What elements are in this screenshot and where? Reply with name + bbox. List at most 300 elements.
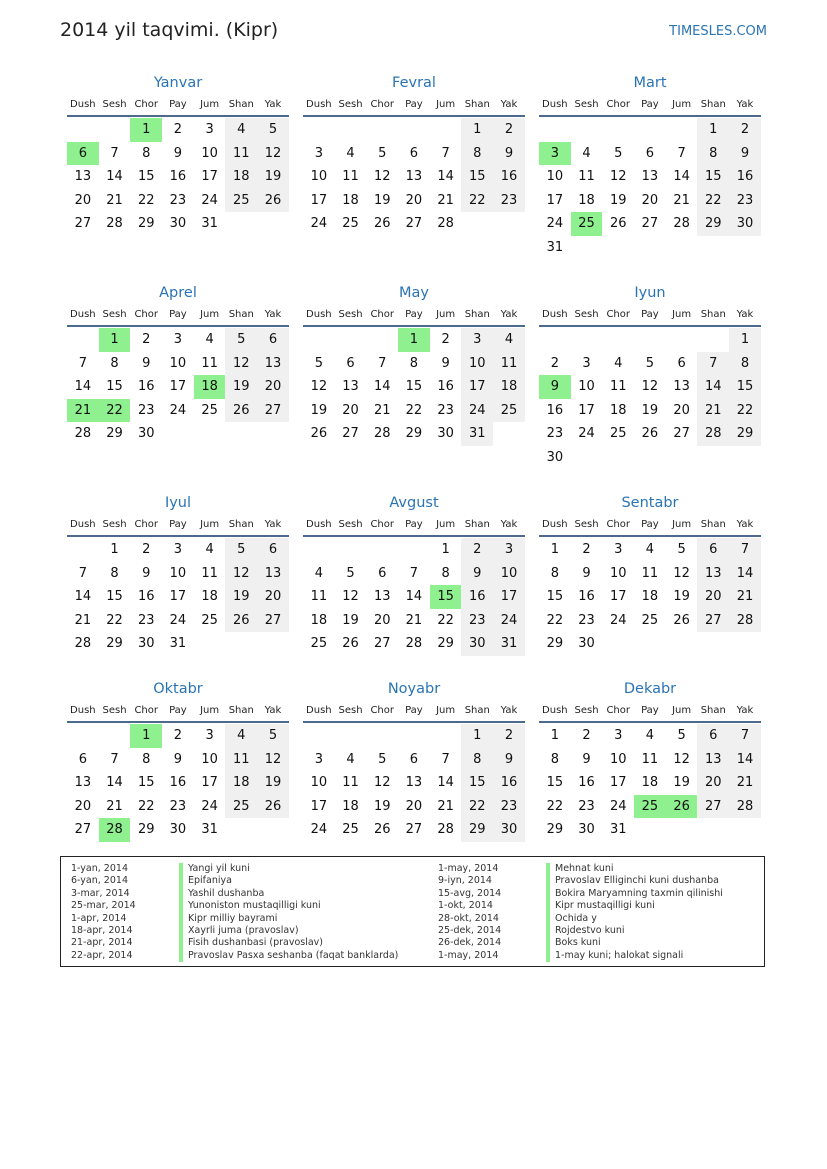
empty-day-cell	[634, 818, 666, 842]
holiday-name: Yashil dushanba	[179, 888, 264, 900]
day-cell: 17	[609, 775, 627, 791]
weekday-label: Yak	[736, 519, 754, 530]
day-cell: 28	[373, 426, 391, 442]
day-cell: 29	[546, 636, 564, 652]
day-cell: 12	[310, 379, 328, 395]
day-cell: 19	[609, 192, 627, 208]
month-sentabr	[539, 492, 761, 656]
weekday-label: Jum	[436, 309, 456, 320]
weekday-label: Sesh	[102, 99, 127, 110]
day-cell: 7	[677, 145, 686, 161]
weekday-label: Sesh	[574, 309, 599, 320]
holiday-date: 15-avg, 2014	[438, 887, 502, 899]
weekday-label: Dush	[306, 99, 332, 110]
month-yanvar	[67, 72, 289, 236]
empty-day-cell	[571, 328, 603, 352]
day-cell: 26	[257, 189, 289, 213]
day-cell: 12	[641, 379, 659, 395]
day-cell: 3	[205, 122, 214, 137]
day-cell: 30	[546, 449, 564, 465]
day-cell: 27	[697, 609, 729, 633]
day-cell: 23	[493, 795, 525, 819]
day-cell: 24	[609, 798, 627, 814]
holiday-name: Fisih dushanbasi (pravoslav)	[179, 937, 323, 949]
day-cell: 1	[110, 542, 119, 557]
weekday-label: Shan	[228, 705, 254, 716]
day-cell: 12	[673, 751, 690, 767]
day-cell: 1	[441, 542, 450, 557]
weekday-header	[539, 94, 761, 117]
weekday-header	[539, 304, 761, 327]
empty-day-cell	[602, 632, 634, 656]
day-cell: 5	[225, 538, 257, 562]
day-cell: 4	[582, 145, 591, 161]
day-cell: 21	[106, 192, 123, 208]
day-cell: 24	[493, 609, 525, 633]
empty-day-cell	[257, 818, 289, 842]
day-cell: 15	[137, 169, 155, 185]
day-cell: 4	[645, 728, 655, 743]
day-cell: 3	[314, 751, 323, 767]
day-cell: 28	[405, 636, 423, 652]
day-cell: 30	[437, 426, 454, 442]
day-cell: 12	[673, 565, 690, 581]
weekday-label: Dush	[542, 99, 568, 110]
day-cell: 22	[697, 189, 729, 213]
holiday-day-cell: 21	[67, 399, 99, 423]
day-cell: 11	[493, 352, 525, 376]
day-cell: 22	[729, 399, 761, 423]
day-cell: 15	[137, 775, 155, 791]
empty-day-cell	[225, 632, 257, 656]
holiday-date: 18-apr, 2014	[71, 925, 133, 936]
holiday-date: 28-okt, 2014	[438, 912, 499, 924]
day-cell: 10	[609, 565, 627, 581]
day-cell: 27	[74, 216, 92, 232]
empty-day-cell	[67, 118, 99, 142]
day-cell: 14	[437, 169, 454, 185]
day-cell: 30	[578, 822, 595, 838]
day-cell: 26	[257, 795, 289, 819]
day-cell: 16	[729, 165, 761, 189]
holiday-date: 3-mar, 2014	[71, 887, 130, 899]
weekday-label: Jum	[436, 705, 456, 716]
day-cell: 22	[405, 402, 423, 418]
day-cell: 6	[697, 538, 729, 562]
holiday-name: Yangi yil kuni	[179, 863, 250, 875]
day-cell: 2	[142, 542, 151, 557]
empty-day-cell	[257, 632, 289, 656]
day-cell: 10	[609, 751, 627, 767]
day-cell: 6	[409, 751, 419, 767]
day-cell: 19	[257, 771, 289, 795]
day-cell: 18	[310, 612, 328, 628]
day-cell: 11	[225, 142, 257, 166]
day-cell: 15	[729, 375, 761, 399]
day-cell: 11	[225, 748, 257, 772]
day-cell: 28	[437, 216, 454, 232]
day-cell: 3	[582, 355, 591, 371]
day-cell: 31	[461, 422, 493, 446]
weekday-label: Pay	[169, 309, 187, 320]
weekday-header	[67, 514, 289, 537]
holiday-day-cell: 22	[99, 399, 131, 423]
day-cell: 12	[373, 169, 391, 185]
day-cell: 26	[310, 426, 328, 442]
month-name: May	[399, 285, 429, 301]
holiday-name: Ochida y	[546, 913, 597, 925]
day-cell: 19	[673, 589, 690, 605]
empty-day-cell	[398, 724, 430, 748]
holiday-date: 22-apr, 2014	[71, 949, 133, 961]
weekday-header	[303, 514, 525, 537]
day-cell: 21	[405, 612, 423, 628]
day-cell: 2	[173, 728, 183, 743]
holiday-day-cell: 1	[130, 724, 162, 748]
month-name: Avgust	[389, 495, 439, 511]
day-cell: 12	[257, 142, 289, 166]
day-cell: 2	[582, 728, 591, 743]
day-cell: 14	[106, 169, 123, 185]
weekday-label: Shan	[700, 99, 726, 110]
empty-day-cell	[194, 422, 226, 446]
day-cell: 29	[405, 426, 423, 442]
day-cell: 12	[225, 352, 257, 376]
day-cell: 14	[405, 589, 423, 605]
holiday-date: 25-mar, 2014	[71, 900, 136, 912]
day-cell: 19	[641, 402, 659, 418]
empty-day-cell	[303, 328, 335, 352]
day-cell: 18	[609, 402, 627, 418]
day-cell: 5	[677, 728, 686, 743]
day-cell: 3	[314, 145, 323, 161]
holiday-day-cell: 6	[67, 142, 99, 166]
weekday-label: Yak	[500, 309, 518, 320]
day-cell: 31	[201, 216, 218, 232]
month-dekabr	[539, 678, 761, 842]
day-cell: 23	[729, 189, 761, 213]
day-cell: 5	[257, 724, 289, 748]
day-cell: 17	[493, 585, 525, 609]
day-cell: 25	[641, 612, 659, 628]
day-cell: 27	[405, 216, 423, 232]
day-cell: 7	[78, 355, 87, 371]
day-cell: 9	[493, 142, 525, 166]
weekday-label: Dush	[70, 99, 96, 110]
weekday-label: Shan	[464, 705, 490, 716]
day-cell: 15	[461, 165, 493, 189]
day-cell: 30	[137, 426, 155, 442]
day-cell: 18	[225, 165, 257, 189]
weekday-label: Dush	[542, 519, 568, 530]
day-cell: 2	[142, 332, 151, 347]
page-title: 2014 yil taqvimi. (Kipr)	[60, 19, 279, 41]
day-cell: 6	[645, 145, 655, 161]
weekday-label: Shan	[228, 519, 254, 530]
day-cell: 11	[578, 169, 595, 185]
holiday-date: 1-may, 2014	[438, 863, 499, 874]
weekday-label: Jum	[672, 99, 692, 110]
day-cell: 2	[441, 332, 450, 347]
day-cell: 5	[314, 355, 323, 371]
weekday-label: Yak	[736, 705, 754, 716]
day-cell: 3	[461, 328, 493, 352]
weekday-header	[303, 304, 525, 327]
day-cell: 11	[609, 379, 627, 395]
day-grid	[539, 724, 761, 842]
day-cell: 29	[106, 636, 123, 652]
day-cell: 22	[546, 612, 564, 628]
day-cell: 10	[169, 565, 187, 581]
empty-day-cell	[571, 236, 603, 260]
month-noyabr	[303, 678, 525, 842]
empty-day-cell	[430, 724, 462, 748]
month-name: Mart	[633, 75, 667, 91]
weekday-label: Shan	[228, 309, 254, 320]
day-cell: 31	[169, 636, 187, 652]
day-cell: 8	[441, 565, 450, 581]
day-cell: 5	[378, 751, 387, 767]
day-cell: 15	[546, 775, 564, 791]
day-cell: 30	[137, 636, 155, 652]
day-cell: 25	[225, 795, 257, 819]
day-cell: 6	[409, 145, 419, 161]
day-cell: 31	[609, 822, 627, 838]
day-cell: 27	[257, 399, 289, 423]
day-cell: 21	[106, 798, 123, 814]
day-cell: 10	[201, 751, 218, 767]
empty-day-cell	[539, 328, 571, 352]
empty-day-cell	[99, 724, 131, 748]
day-cell: 27	[257, 609, 289, 633]
day-cell: 2	[493, 118, 525, 142]
day-cell: 20	[641, 192, 659, 208]
weekday-label: Yak	[500, 99, 518, 110]
day-cell: 16	[137, 379, 155, 395]
weekday-label: Sesh	[338, 99, 363, 110]
weekday-label: Pay	[405, 99, 423, 110]
weekday-label: Sesh	[102, 705, 127, 716]
day-cell: 10	[169, 355, 187, 371]
day-cell: 14	[729, 748, 761, 772]
weekday-label: Sesh	[338, 705, 363, 716]
day-cell: 6	[78, 751, 87, 767]
weekday-label: Pay	[405, 705, 423, 716]
month-name: Fevral	[392, 75, 436, 91]
day-cell: 14	[697, 375, 729, 399]
empty-day-cell	[493, 422, 525, 446]
day-cell: 28	[74, 426, 92, 442]
day-grid	[303, 118, 525, 236]
day-cell: 15	[461, 771, 493, 795]
empty-day-cell	[666, 818, 698, 842]
day-cell: 15	[697, 165, 729, 189]
day-cell: 13	[405, 775, 423, 791]
weekday-label: Jum	[200, 99, 220, 110]
day-cell: 9	[461, 562, 493, 586]
day-cell: 1	[697, 118, 729, 142]
empty-day-cell	[303, 538, 335, 562]
weekday-label: Sesh	[338, 309, 363, 320]
day-cell: 27	[697, 795, 729, 819]
day-cell: 13	[697, 562, 729, 586]
day-cell: 13	[373, 589, 391, 605]
site-link[interactable]: TIMESLES.COM	[669, 24, 767, 39]
day-cell: 30	[493, 818, 525, 842]
weekday-label: Chor	[134, 309, 158, 320]
day-cell: 13	[697, 748, 729, 772]
day-cell: 6	[677, 355, 686, 371]
empty-day-cell	[366, 328, 398, 352]
day-cell: 25	[201, 402, 218, 418]
holiday-day-cell: 9	[539, 375, 571, 399]
day-cell: 20	[405, 798, 423, 814]
day-cell: 9	[582, 565, 591, 581]
holiday-date: 25-dek, 2014	[438, 925, 502, 936]
day-cell: 14	[729, 562, 761, 586]
weekday-label: Pay	[641, 99, 659, 110]
day-cell: 30	[729, 212, 761, 236]
day-cell: 7	[409, 565, 419, 581]
weekday-label: Chor	[134, 99, 158, 110]
day-cell: 20	[697, 771, 729, 795]
day-cell: 18	[641, 589, 659, 605]
month-name: Iyun	[634, 285, 666, 301]
weekday-label: Chor	[606, 705, 630, 716]
day-cell: 7	[110, 751, 119, 767]
day-cell: 26	[342, 636, 359, 652]
day-cell: 14	[373, 379, 391, 395]
day-cell: 12	[257, 748, 289, 772]
holiday-name: Rojdestvo kuni	[546, 925, 625, 937]
day-cell: 13	[342, 379, 359, 395]
day-cell: 8	[110, 565, 119, 581]
day-cell: 17	[609, 589, 627, 605]
day-cell: 16	[493, 165, 525, 189]
weekday-label: Pay	[169, 99, 187, 110]
weekday-header	[539, 700, 761, 723]
day-cell: 9	[493, 748, 525, 772]
empty-day-cell	[67, 724, 99, 748]
day-cell: 20	[405, 192, 423, 208]
empty-day-cell	[67, 538, 99, 562]
weekday-header	[539, 514, 761, 537]
month-name: Yanvar	[153, 75, 203, 91]
holiday-date: 1-okt, 2014	[438, 900, 493, 912]
day-cell: 29	[437, 636, 454, 652]
day-cell: 23	[546, 426, 564, 442]
month-aprel	[67, 282, 289, 446]
day-cell: 8	[409, 355, 419, 371]
weekday-label: Dush	[306, 705, 332, 716]
day-cell: 2	[461, 538, 493, 562]
day-cell: 7	[78, 565, 87, 581]
day-grid	[303, 538, 525, 656]
day-cell: 23	[169, 798, 187, 814]
weekday-label: Jum	[200, 309, 220, 320]
holiday-date: 26-dek, 2014	[438, 937, 502, 949]
empty-day-cell	[634, 236, 666, 260]
weekday-label: Yak	[736, 309, 754, 320]
holiday-name: Kipr mustaqilligi kuni	[546, 900, 655, 912]
day-cell: 2	[582, 542, 591, 557]
day-cell: 5	[614, 145, 623, 161]
day-cell: 9	[173, 145, 183, 161]
day-cell: 4	[645, 542, 655, 557]
empty-day-cell	[539, 118, 571, 142]
day-cell: 8	[461, 142, 493, 166]
weekday-label: Shan	[700, 519, 726, 530]
day-cell: 8	[729, 352, 761, 376]
day-cell: 28	[697, 422, 729, 446]
day-cell: 5	[645, 355, 655, 371]
holiday-name: Pravoslav Elliginchi kuni dushanba	[546, 875, 719, 887]
day-cell: 11	[641, 751, 659, 767]
empty-day-cell	[666, 118, 698, 142]
empty-day-cell	[571, 446, 603, 470]
empty-day-cell	[335, 328, 367, 352]
day-cell: 16	[169, 775, 187, 791]
day-cell: 23	[493, 189, 525, 213]
day-cell: 19	[257, 165, 289, 189]
day-cell: 15	[546, 589, 564, 605]
day-cell: 9	[729, 142, 761, 166]
holiday-name: Pravoslav Pasxa seshanba (faqat banklarda)	[179, 950, 398, 962]
day-cell: 22	[546, 798, 564, 814]
day-cell: 11	[342, 775, 359, 791]
day-cell: 9	[582, 751, 591, 767]
empty-day-cell	[634, 632, 666, 656]
day-cell: 27	[641, 216, 659, 232]
day-cell: 17	[461, 375, 493, 399]
day-cell: 1	[729, 328, 761, 352]
day-cell: 7	[378, 355, 387, 371]
weekday-label: Jum	[200, 519, 220, 530]
empty-day-cell	[602, 328, 634, 352]
day-cell: 24	[201, 798, 218, 814]
day-cell: 29	[729, 422, 761, 446]
day-cell: 27	[342, 426, 359, 442]
holiday-day-cell: 18	[194, 375, 226, 399]
empty-day-cell	[697, 446, 729, 470]
day-cell: 1	[550, 542, 559, 557]
day-cell: 15	[405, 379, 423, 395]
day-cell: 20	[74, 798, 92, 814]
day-cell: 4	[314, 565, 323, 581]
day-grid	[67, 118, 289, 236]
empty-day-cell	[366, 118, 398, 142]
day-cell: 11	[201, 565, 218, 581]
weekday-label: Pay	[641, 309, 659, 320]
weekday-label: Pay	[405, 519, 423, 530]
day-cell: 29	[461, 818, 493, 842]
day-cell: 2	[493, 724, 525, 748]
weekday-label: Chor	[370, 99, 394, 110]
weekday-label: Sesh	[574, 99, 599, 110]
day-cell: 25	[342, 822, 359, 838]
day-cell: 8	[697, 142, 729, 166]
month-name: Dekabr	[623, 681, 677, 697]
empty-day-cell	[602, 446, 634, 470]
weekday-label: Pay	[405, 309, 423, 320]
empty-day-cell	[697, 236, 729, 260]
weekday-label: Chor	[606, 519, 630, 530]
empty-day-cell	[602, 118, 634, 142]
day-cell: 4	[493, 328, 525, 352]
empty-day-cell	[634, 328, 666, 352]
day-cell: 17	[169, 589, 187, 605]
day-cell: 31	[546, 239, 564, 255]
